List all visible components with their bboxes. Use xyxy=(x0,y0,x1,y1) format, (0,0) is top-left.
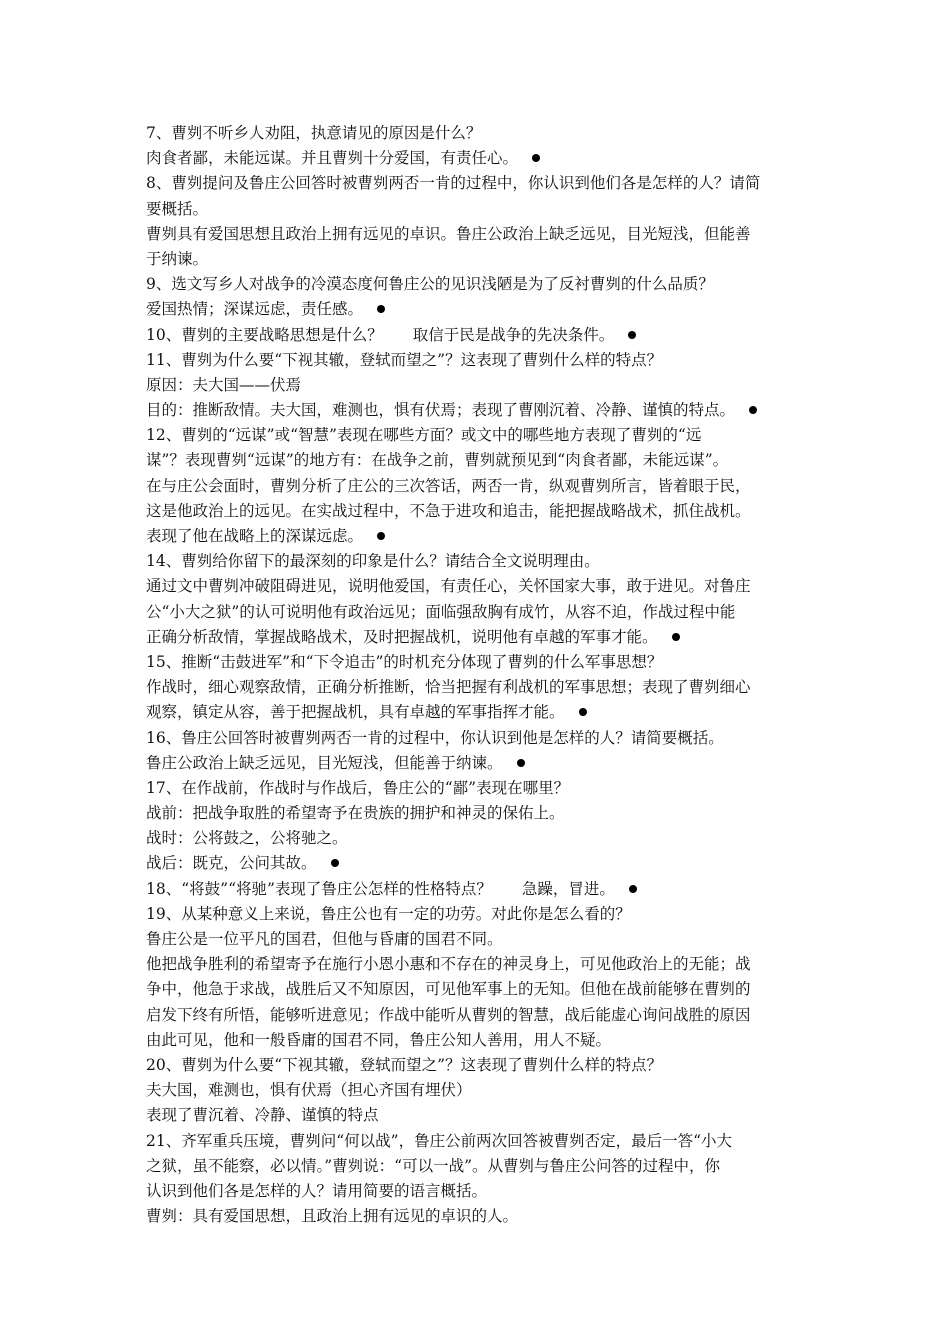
q15-answer-line1: 作战时，细心观察敌情，正确分析推断，恰当把握有利战机的军事思想；表现了曹刿细心 xyxy=(146,678,751,697)
q16-question: 16、鲁庄公回答时被曹刿两否一肯的过程中，你认识到他是怎样的人？请简要概括。 xyxy=(146,728,724,747)
bullet-icon xyxy=(331,859,339,867)
q21-question-line1: 21、齐军重兵压境，曹刿问“何以战”，鲁庄公前两次回答被曹刿否定，最后一答“小大 xyxy=(146,1131,732,1150)
q11-answer-purpose: 目的：推断敌情。夫大国，难测也，惧有伏焉；表现了曹刚沉着、冷静、谨慎的特点。 xyxy=(146,398,814,423)
q11-answer-reason: 原因：夫大国——伏焉 xyxy=(146,375,302,394)
bullet-icon xyxy=(672,633,680,641)
q19-answer-line3: 争中，他急于求战，战胜后又不知原因，可见他军事上的无知。但他在战前能够在曹刿的 xyxy=(146,980,751,999)
q20-answer-line1: 夫大国，难测也，惧有伏焉（担心齐国有埋伏） xyxy=(146,1081,472,1100)
q21-answer: 曹刿：具有爱国思想，且政治上拥有远见的卓识的人。 xyxy=(146,1207,519,1226)
bullet-icon xyxy=(377,532,385,540)
q17-answer-before: 战前：把战争取胜的希望寄予在贵族的拥护和神灵的保佑上。 xyxy=(146,804,565,823)
q10-question-answer: 10、曹刿的主要战略思想是什么？ 取信于民是战争的先决条件。 xyxy=(146,323,814,348)
q19-answer-line5: 由此可见，他和一般昏庸的国君不同，鲁庄公知人善用，用人不疑。 xyxy=(146,1030,612,1049)
q12-answer-line2: 这是他政治上的远见。在实战过程中，不急于进攻和追击，能把握战略战术，抓住战机。 xyxy=(146,501,751,520)
q19-answer-line1: 鲁庄公是一位平凡的国君，但他与昏庸的国君不同。 xyxy=(146,930,503,948)
bullet-icon xyxy=(532,154,540,162)
q21-question-line2: 之狱，虽不能察，必以情。”曹刿说：“可以一战”。从曹刿与鲁庄公问答的过程中，你 xyxy=(146,1156,721,1175)
q8-question-line1: 8、曹刿提问及鲁庄公回答时被曹刿两否一肯的过程中，你认识到他们各是怎样的人？请简 xyxy=(146,174,761,193)
bullet-icon xyxy=(628,331,636,339)
q12-answer-line1: 在与庄公会面时，曹刿分析了庄公的三次答话，两否一肯，纵观曹刿所言，皆着眼于民， xyxy=(146,476,751,495)
bullet-icon xyxy=(629,885,637,893)
q7-answer: 肉食者鄙，未能远谋。并且曹刿十分爱国，有责任心。 xyxy=(146,146,814,171)
q14-answer-line1: 通过文中曹刿冲破阻碍进见，说明他爱国，有责任心，关怀国家大事，敢于进见。对鲁庄 xyxy=(146,577,751,596)
q16-answer: 鲁庄公政治上缺乏远见，目光短浅，但能善于纳谏。 xyxy=(146,751,814,776)
q14-question: 14、曹刿给你留下的最深刻的印象是什么？请结合全文说明理由。 xyxy=(146,552,600,571)
q14-answer-line2: 公“小大之狱”的认可说明他有政治远见；面临强敌胸有成竹，从容不迫，作战过程中能 xyxy=(146,602,736,621)
q19-question: 19、从某种意义上来说，鲁庄公也有一定的功劳。对此你是怎么看的？ xyxy=(146,904,631,923)
q11-question: 11、曹刿为什么要“下视其辙，登轼而望之”？这表现了曹刿什么样的特点？ xyxy=(146,350,663,369)
q19-answer-line4: 启发下终有所悟，能够听进意见；作战中能听从曹刿的智慧，战后能虚心询问战胜的原因 xyxy=(146,1005,751,1024)
q20-answer-line2: 表现了曹沉着、冷静、谨慎的特点 xyxy=(146,1106,379,1125)
q18-question-answer: 18、“将鼓”“将驰”表现了鲁庄公怎样的性格特点？ 急躁，冒进。 xyxy=(146,877,814,902)
q8-question-line2: 要概括。 xyxy=(146,199,209,218)
q15-answer-line2: 观察，镇定从容，善于把握战机，具有卓越的军事指挥才能。 xyxy=(146,700,814,725)
bullet-icon xyxy=(377,305,385,313)
document-page xyxy=(146,121,814,1229)
q12-question-line2: 谋”？表现曹刿“远谋”的地方有：在战争之前，曹刿就预见到“肉食者鄙，未能远谋”。 xyxy=(146,451,729,470)
bullet-icon xyxy=(579,708,587,716)
q21-question-line3: 认识到他们各是怎样的人？请用简要的语言概括。 xyxy=(146,1181,488,1200)
q17-question: 17、在作战前，作战时与作战后，鲁庄公的“鄙”表现在哪里？ xyxy=(146,778,570,797)
q7-question: 7、曹刿不听乡人劝阻，执意请见的原因是什么？ xyxy=(146,124,482,142)
q15-question: 15、推断“击鼓进军”和“下令追击”的时机充分体现了曹刿的什么军事思想？ xyxy=(146,652,663,671)
q8-answer-line1: 曹刿具有爱国思想且政治上拥有远见的卓识。鲁庄公政治上缺乏远见，目光短浅，但能善 xyxy=(146,224,751,243)
bullet-icon xyxy=(749,406,757,414)
q9-answer: 爱国热情；深谋远虑，责任感。 xyxy=(146,297,814,322)
q9-question: 9、选文写乡人对战争的冷漠态度何鲁庄公的见识浅陋是为了反衬曹刿的什么品质？ xyxy=(146,275,714,294)
q19-answer-line2: 他把战争胜利的希望寄予在施行小恩小惠和不存在的神灵身上，可见他政治上的无能；战 xyxy=(146,955,751,974)
q20-question: 20、曹刿为什么要“下视其辙，登轼而望之”？这表现了曹刿什么样的特点？ xyxy=(146,1055,663,1074)
q17-answer-after: 战后：既克，公问其故。 xyxy=(146,851,814,876)
q12-answer-line3: 表现了他在战略上的深谋远虑。 xyxy=(146,524,814,549)
q12-question-line1: 12、曹刿的“远谋”或“智慧”表现在哪些方面？或文中的哪些地方表现了曹刿的“远 xyxy=(146,426,702,445)
q8-answer-line2: 于纳谏。 xyxy=(146,249,209,268)
bullet-icon xyxy=(517,759,525,767)
q14-answer-line3: 正确分析敌情，掌握战略战术，及时把握战机，说明他有卓越的军事才能。 xyxy=(146,625,814,650)
q17-answer-during: 战时：公将鼓之，公将驰之。 xyxy=(146,829,348,848)
